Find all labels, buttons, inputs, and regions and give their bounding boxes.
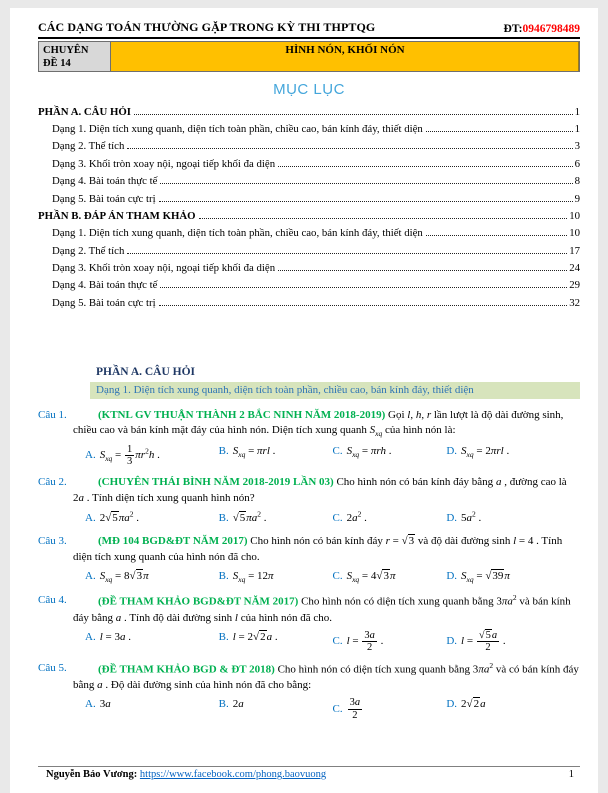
option-label: B.: [218, 630, 229, 643]
toc-dot-leader: [134, 114, 573, 115]
answer-option[interactable]: [332, 509, 446, 527]
answer-option[interactable]: [85, 444, 219, 468]
chuyen-de-cell: [39, 42, 111, 71]
option-value: $S_{xq} = 8√3\pi$: [99, 569, 149, 585]
toc-dot-leader: [159, 201, 573, 202]
question-number: Câu 1.: [38, 408, 67, 421]
questions-list: [38, 408, 580, 722]
toc-list: [38, 103, 580, 312]
question: [38, 593, 580, 654]
question-stem: (ĐỀ THAM KHẢO BGD & ĐT 2018) Cho hình nón có diện tích xung quanh bằng $3\pi a^2$ và có bán kính đáy bằng a . Độ dài đường sinh của hình nón đã cho bằng:: [73, 660, 579, 692]
option-label: B.: [218, 444, 229, 457]
question: [38, 661, 580, 722]
answer-option[interactable]: [219, 630, 333, 646]
dang-1-heading: Dạng 1. Diện tích xung quanh, diện tích toàn phần, chiều cao, bán kính đáy, thiết diện: [90, 382, 580, 399]
toc-entry-label: Dạng 5. Bài toán cực trị: [52, 296, 156, 309]
option-value: 2√2a: [461, 698, 486, 711]
toc-dot-leader: [278, 270, 567, 271]
toc-entry-page: 32: [569, 296, 580, 309]
option-label: A.: [85, 512, 96, 525]
option-value: $2a^2$ .: [346, 509, 367, 525]
question-stem: (CHUYÊN THÁI BÌNH NĂM 2018-2019 LẦN 03) Cho hình nón có bán kính đáy bằng a , đường cao là 2a . Tính diện tích xung quanh hình nón?: [73, 475, 567, 504]
answer-option[interactable]: [332, 697, 446, 721]
option-label: D.: [446, 569, 458, 582]
option-label: C.: [332, 512, 343, 525]
answer-option[interactable]: [219, 569, 333, 586]
toc-dot-leader: [160, 183, 572, 184]
option-value: 3a: [99, 698, 111, 711]
option-label: A.: [85, 630, 96, 643]
option-value: l = 3a .: [99, 630, 131, 643]
question-source: (KTNL GV THUẬN THÀNH 2 BẮC NINH NĂM 2018-2019): [98, 408, 386, 421]
chuyen-de-line1: CHUYÊN: [43, 45, 89, 56]
answer-options: [85, 630, 580, 654]
phone-label: ĐT:: [503, 23, 523, 35]
answer-option[interactable]: [85, 509, 219, 527]
toc-entry-page: 9: [574, 192, 580, 205]
toc-entry-page: 8: [574, 175, 580, 188]
option-value: $S_{xq} = \pi rh$ .: [346, 444, 392, 459]
page-number: 1: [568, 769, 574, 780]
toc-entry-label: Dạng 1. Diện tích xung quanh, diện tích toàn phần, chiều cao, bán kính đáy, thiết diện: [52, 227, 423, 240]
question-body: [73, 534, 580, 586]
toc-dot-leader: [127, 148, 572, 149]
option-label: B.: [218, 569, 229, 582]
question-stem: (MĐ 104 BGD&ĐT NĂM 2017) Cho hình nón có bán kính đáy r = √3 và độ dài đường sinh l = 4 . Tính diện tích xung quanh của hình nón đã cho.: [73, 535, 563, 563]
option-value: 2a: [232, 698, 244, 711]
answer-option[interactable]: [446, 509, 580, 527]
option-value: $S_{xq} = 12\pi$: [232, 569, 274, 585]
option-value: l = 2√2a .: [232, 630, 278, 643]
question-number: Câu 3.: [38, 535, 67, 548]
question: [38, 408, 580, 468]
toc-entry-page: 1: [574, 105, 580, 118]
topic-cell: HÌNH NÓN, KHỐI NÓN: [111, 42, 579, 71]
answer-option[interactable]: [332, 630, 446, 654]
toc-dot-leader: [160, 287, 567, 288]
option-label: C.: [332, 569, 343, 582]
answer-option[interactable]: [85, 697, 219, 713]
question-body: [73, 661, 580, 722]
phone-number: 0946798489: [522, 23, 580, 35]
toc-entry[interactable]: [38, 294, 580, 311]
toc-entry-label: PHẦN B. ĐÁP ÁN THAM KHẢO: [38, 209, 196, 222]
toc-entry[interactable]: [38, 277, 580, 294]
option-value: $S_{xq} = √39\pi$: [461, 569, 510, 585]
option-label: D.: [446, 444, 458, 457]
chuyen-de-table: [38, 41, 580, 72]
toc-dot-leader: [159, 305, 568, 306]
toc-entry-label: Dạng 4. Bài toán thực tế: [52, 175, 158, 188]
question-source: (ĐỀ THAM KHẢO BGD & ĐT 2018): [98, 663, 275, 676]
question-body: [73, 593, 580, 654]
toc-entry-label: Dạng 5. Bài toán cực trị: [52, 192, 156, 205]
option-label: B.: [218, 512, 229, 525]
toc-entry-label: Dạng 3. Khối tròn xoay nội, ngoại tiếp khối đa diện: [52, 262, 276, 275]
option-label: D.: [446, 698, 458, 711]
toc-entry[interactable]: [38, 120, 580, 137]
toc-title: MỤC LỤC: [273, 81, 345, 98]
footer-credit: [46, 769, 326, 780]
option-value: $S_{xq} = \pi rl$ .: [232, 444, 276, 459]
answer-options: [85, 569, 580, 586]
toc-entry-label: Dạng 2. Thể tích: [52, 244, 125, 257]
option-label: C.: [332, 635, 343, 648]
option-value: l = $\frac{√5a}{2}$ .: [461, 629, 506, 654]
toc-entry[interactable]: [38, 259, 580, 276]
option-value: $\frac{3a}{2}$: [349, 697, 361, 721]
question-number: Câu 4.: [38, 594, 67, 606]
question-source: (CHUYÊN THÁI BÌNH NĂM 2018-2019 LẦN 03): [98, 475, 334, 488]
question-source: (MĐ 104 BGD&ĐT NĂM 2017): [98, 535, 248, 548]
toc-entry[interactable]: [38, 225, 580, 242]
answer-option[interactable]: [332, 444, 446, 461]
footer-author: Nguyễn Bảo Vương:: [46, 769, 138, 780]
option-value: $S_{xq} = 2\pi rl$ .: [461, 444, 510, 459]
option-label: D.: [446, 635, 458, 648]
answer-option[interactable]: [219, 509, 333, 527]
part-a-heading: PHẦN A. CÂU HỎI: [96, 365, 196, 378]
answer-option[interactable]: [332, 569, 446, 586]
option-label: D.: [446, 512, 458, 525]
toc-entry-label: Dạng 2. Thể tích: [52, 140, 125, 153]
chuyen-de-line2: ĐỀ 14: [43, 58, 71, 69]
option-label: B.: [218, 698, 229, 711]
option-label: C.: [332, 444, 343, 457]
phone: [504, 23, 580, 35]
toc-entry[interactable]: [38, 103, 580, 120]
page-header: [38, 20, 580, 39]
question: [38, 475, 580, 527]
question-stem: (KTNL GV THUẬN THÀNH 2 BẮC NINH NĂM 2018-2019) Gọi l, h, r lần lượt là độ dài đường sinh, chiều cao và bán kính mặt đáy của hình nón. Diện tích xung quanh $S_{xq}$ của hình nón là:: [73, 408, 564, 439]
answer-option[interactable]: [85, 630, 219, 646]
option-value: $S_{xq} = 4√3\pi$: [346, 569, 396, 585]
question-stem: (ĐỀ THAM KHẢO BGD&ĐT NĂM 2017) Cho hình nón có diện tích xung quanh bằng $3\pi a^2$ và bán kính đáy bằng a . Tính độ dài đường sinh l của hình nón đã cho.: [73, 593, 571, 624]
option-value: $S_{xq}$ = $\frac{1}{3}$ $\pi r^2h$ .: [99, 443, 160, 468]
question-source: (ĐỀ THAM KHẢO BGD&ĐT NĂM 2017): [98, 595, 299, 608]
toc-entry[interactable]: [38, 207, 580, 224]
toc-entry-label: Dạng 4. Bài toán thực tế: [52, 279, 158, 292]
answer-option[interactable]: [85, 569, 219, 586]
answer-options: [85, 697, 580, 721]
answer-option[interactable]: [446, 630, 580, 654]
question-body: [73, 408, 580, 468]
question-number: Câu 2.: [38, 475, 67, 488]
toc-entry-page: 10: [569, 209, 580, 222]
document-title: CÁC DẠNG TOÁN THƯỜNG GẶP TRONG KỲ THI THPTQG: [38, 20, 376, 34]
option-value: l = $\frac{3a}{2}$ .: [346, 629, 384, 654]
toc-entry-page: 3: [574, 140, 580, 153]
answer-options: [85, 509, 580, 527]
footer-link[interactable]: https://www.facebook.com/phong.baovuong: [139, 769, 327, 780]
question-body: [73, 475, 580, 527]
toc-entry-label: PHẦN A. CÂU HỎI: [38, 105, 131, 118]
toc-entry-page: 17: [569, 244, 580, 257]
toc-entry-label: Dạng 3. Khối tròn xoay nội, ngoại tiếp khối đa diện: [52, 157, 276, 170]
answer-option[interactable]: [219, 697, 333, 713]
toc-dot-leader: [127, 253, 567, 254]
toc-entry-page: 1: [574, 123, 580, 136]
toc-entry-label: Dạng 1. Diện tích xung quanh, diện tích toàn phần, chiều cao, bán kính đáy, thiết diện: [52, 123, 423, 136]
toc-entry[interactable]: [38, 155, 580, 172]
part-a-section: [38, 366, 580, 399]
answer-options: [85, 444, 580, 468]
toc-entry-page: 6: [574, 157, 580, 170]
option-label: C.: [332, 702, 343, 715]
toc-dot-leader: [426, 131, 573, 132]
toc-entry[interactable]: [38, 138, 580, 155]
answer-option[interactable]: [446, 444, 580, 461]
answer-option[interactable]: [219, 444, 333, 461]
question: [38, 534, 580, 586]
option-value: $√5\pi a^2$ .: [232, 509, 267, 525]
option-label: A.: [85, 698, 96, 711]
answer-option[interactable]: [446, 697, 580, 713]
toc-dot-leader: [426, 235, 567, 236]
toc-entry-page: 29: [569, 279, 580, 292]
option-value: $2√5\pi a^2$ .: [99, 509, 140, 525]
toc-entry-page: 24: [569, 262, 580, 275]
page-footer: [38, 766, 580, 780]
document-page: [10, 8, 598, 793]
question-number: Câu 5.: [38, 661, 67, 674]
toc-entry[interactable]: [38, 173, 580, 190]
toc-entry-page: 10: [569, 227, 580, 240]
answer-option[interactable]: [446, 569, 580, 586]
toc-entry[interactable]: [38, 242, 580, 259]
toc-entry[interactable]: [38, 190, 580, 207]
option-label: A.: [85, 569, 96, 582]
option-label: A.: [85, 449, 96, 462]
toc-dot-leader: [278, 166, 572, 167]
toc-dot-leader: [199, 218, 568, 219]
option-value: $5a^2$ .: [461, 509, 482, 525]
